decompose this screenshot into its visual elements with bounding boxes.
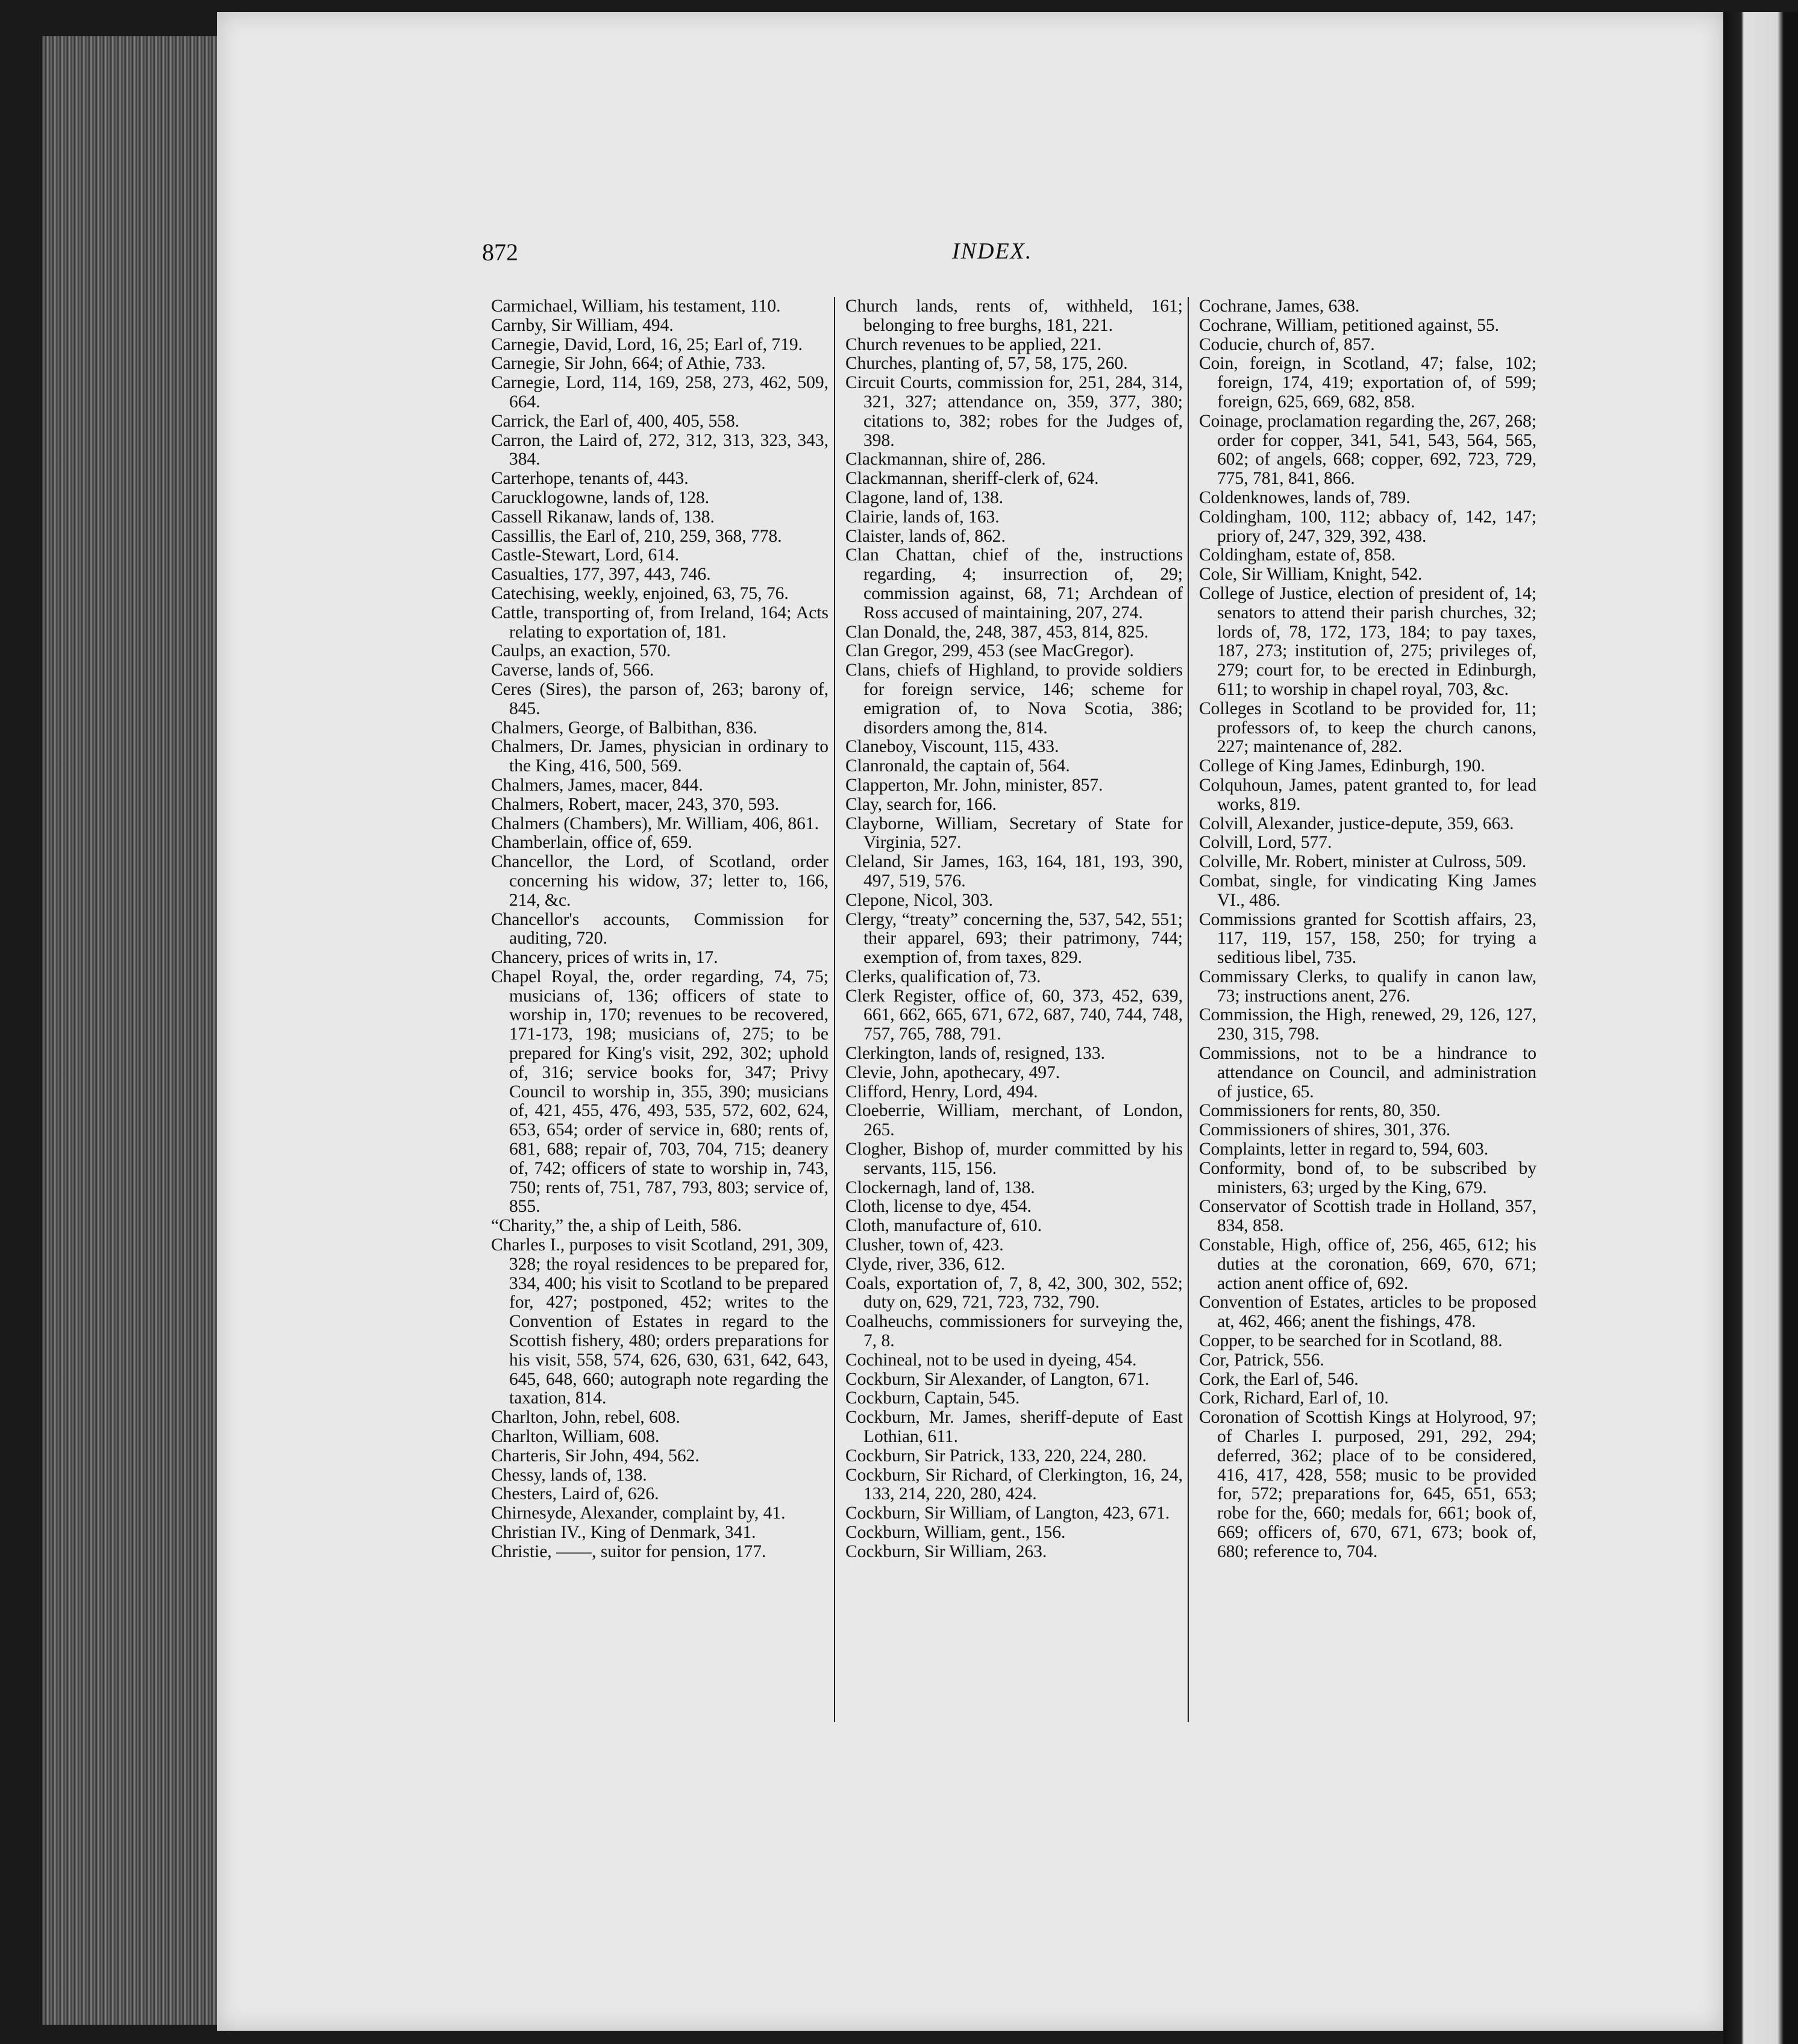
- index-entry: Cochrane, William, petitioned against, 55.: [1199, 315, 1500, 335]
- index-entry: Carnegie, Lord, 114, 169, 258, 273, 462, 509, 664.: [491, 373, 829, 412]
- index-entry: Chessy, lands of, 138.: [491, 1465, 647, 1485]
- index-entry: Cockburn, Sir Patrick, 133, 220, 224, 280.: [845, 1446, 1147, 1466]
- index-entry: Clans, chiefs of Highland, to provide soldiers for foreign service, 146; scheme for emigration of, to Nova Scotia, 386; disorders among the, 814.: [845, 660, 1183, 738]
- index-entry: Carron, the Laird of, 272, 312, 313, 323, 343, 384.: [491, 430, 829, 469]
- index-entry: Charles I., purposes to visit Scotland, 291, 309, 328; the royal residences to be prepared for, 334, 400; his visit to Scotland to be prepared for, 427; postponed, 452; writes to the Convention of Estates in regard to the Scottish fishery, 480; orders preparations for his visit, 558, 574, 626, 630, 631, 642, 643, 645, 648, 660; autograph note regarding the taxation, 814.: [491, 1235, 829, 1408]
- index-entry: Chancery, prices of writs in, 17.: [491, 948, 718, 968]
- index-column-3: [1199, 297, 1536, 1562]
- index-entry: Clockernagh, land of, 138.: [845, 1177, 1035, 1197]
- index-entry: Chalmers, George, of Balbithan, 836.: [491, 718, 757, 738]
- index-entry: Clan Gregor, 299, 453 (see MacGregor).: [845, 641, 1134, 661]
- index-entry: Constable, High, office of, 256, 465, 612; his duties at the coronation, 669, 670, 671; action anent office of, 692.: [1199, 1235, 1536, 1293]
- index-entry: Church revenues to be applied, 221.: [845, 334, 1102, 354]
- index-entry: Clan Donald, the, 248, 387, 453, 814, 825.: [845, 622, 1149, 642]
- index-entry: Carnegie, Sir John, 664; of Athie, 733.: [491, 354, 766, 374]
- index-entry: Conservator of Scottish trade in Holland, 357, 834, 858.: [1199, 1197, 1536, 1236]
- column-divider: [1188, 297, 1189, 1722]
- index-entry: Colquhoun, James, patent granted to, for lead works, 819.: [1199, 775, 1536, 814]
- index-entry: Cork, the Earl of, 546.: [1199, 1369, 1359, 1389]
- index-entry: Clay, search for, 166.: [845, 794, 997, 814]
- index-entry: Cochrane, James, 638.: [1199, 296, 1360, 316]
- index-entry: Caverse, lands of, 566.: [491, 660, 654, 680]
- page-number: 872: [482, 239, 518, 266]
- index-entry: Coin, foreign, in Scotland, 47; false, 102; foreign, 174, 419; exportation of, of 599; foreign, 625, 669, 682, 858.: [1199, 354, 1536, 412]
- index-entry: College of Justice, election of president of, 14; senators to attend their parish churches, 32; lords of, 78, 172, 173, 184; to pay taxes, 187, 273; institution of, 275; privileges of, 279; court for, to be erected in Edinburgh, 611; to worship in chapel royal, 703, &c.: [1199, 583, 1536, 699]
- index-entry: Church lands, rents of, withheld, 161; belonging to free burghs, 181, 221.: [845, 296, 1183, 335]
- running-title: INDEX.: [952, 239, 1033, 264]
- index-entry: Carnegie, David, Lord, 16, 25; Earl of, 719.: [491, 334, 803, 354]
- index-entry: Clan Chattan, chief of the, instructions regarding, 4; insurrection of, 29; commission against, 68, 71; Archdean of Ross accused of maintaining, 207, 274.: [845, 545, 1183, 622]
- index-entry: Cloth, license to dye, 454.: [845, 1197, 1032, 1217]
- index-entry: Colvill, Alexander, justice-depute, 359, 663.: [1199, 814, 1514, 833]
- index-entry: Cleland, Sir James, 163, 164, 181, 193, 390, 497, 519, 576.: [845, 852, 1183, 891]
- index-entry: Copper, to be searched for in Scotland, 88.: [1199, 1331, 1503, 1351]
- index-entry: Commissions granted for Scottish affairs, 23, 117, 119, 157, 158, 250; for trying a seditious libel, 735.: [1199, 909, 1536, 968]
- index-entry: Coldingham, estate of, 858.: [1199, 545, 1396, 565]
- index-entry: Chirnesyde, Alexander, complaint by, 41.: [491, 1503, 786, 1523]
- index-entry: Charteris, Sir John, 494, 562.: [491, 1446, 700, 1466]
- index-entry: Cockburn, Sir Richard, of Clerkington, 16, 24, 133, 214, 220, 280, 424.: [845, 1465, 1183, 1504]
- index-entry: Coinage, proclamation regarding the, 267, 268; order for copper, 341, 541, 543, 564, 565, 602; of angels, 668; copper, 692, 723, 729, 775, 781, 841, 866.: [1199, 411, 1536, 489]
- index-entry: Chalmers, Robert, macer, 243, 370, 593.: [491, 794, 780, 814]
- index-entry: Carterhope, tenants of, 443.: [491, 469, 689, 489]
- index-entry: Cockburn, William, gent., 156.: [845, 1523, 1066, 1542]
- index-entry: Christian IV., King of Denmark, 341.: [491, 1523, 756, 1542]
- index-entry: Coducie, church of, 857.: [1199, 334, 1375, 354]
- index-entry: Cochineal, not to be used in dyeing, 454.: [845, 1350, 1137, 1370]
- index-entry: Clackmannan, shire of, 286.: [845, 450, 1046, 469]
- index-entry: Carnby, Sir William, 494.: [491, 315, 674, 335]
- index-entry: Chancellor's accounts, Commission for auditing, 720.: [491, 909, 829, 948]
- index-entry: “Charity,” the, a ship of Leith, 586.: [491, 1216, 742, 1236]
- index-entry: Caulps, an exaction, 570.: [491, 641, 671, 661]
- facing-page-gutter: [1723, 12, 1798, 2044]
- index-column-2: [845, 297, 1183, 1562]
- index-entry: Claister, lands of, 862.: [845, 526, 1006, 546]
- index-entry: Churches, planting of, 57, 58, 175, 260.: [845, 354, 1128, 374]
- index-entry: Cockburn, Sir William, 263.: [845, 1541, 1047, 1561]
- index-entry: Cockburn, Captain, 545.: [845, 1388, 1020, 1408]
- index-entry: Charlton, William, 608.: [491, 1427, 660, 1447]
- index-entry: Cassell Rikanaw, lands of, 138.: [491, 507, 715, 527]
- index-entry: College of King James, Edinburgh, 190.: [1199, 756, 1485, 776]
- index-entry: Chalmers (Chambers), Mr. William, 406, 861.: [491, 814, 819, 833]
- index-entry: Combat, single, for vindicating King James VI., 486.: [1199, 871, 1536, 910]
- index-entry: Chancellor, the Lord, of Scotland, order concerning his widow, 37; letter to, 166, 214, &c.: [491, 852, 829, 910]
- index-entry: Clackmannan, sheriff-clerk of, 624.: [845, 469, 1099, 489]
- index-entry: Ceres (Sires), the parson of, 263; barony of, 845.: [491, 679, 829, 718]
- index-entry: Coronation of Scottish Kings at Holyrood, 97; of Charles I. purposed, 291, 292, 294; deferred, 362; place of to be considered, 416, 417, 428, 558; music to be provided for, 572; preparations for, 645, 651, 653; robe for the, 660; medals for, 661; book of, 669; officers of, 670, 671, 673; book of, 680; reference to, 704.: [1199, 1408, 1536, 1561]
- index-entry: Clusher, town of, 423.: [845, 1235, 1004, 1255]
- index-entry: Cor, Patrick, 556.: [1199, 1350, 1324, 1370]
- index-entry: Cloth, manufacture of, 610.: [845, 1216, 1042, 1236]
- index-entry: Commissioners of shires, 301, 376.: [1199, 1120, 1451, 1140]
- index-entry: Complaints, letter in regard to, 594, 603.: [1199, 1140, 1489, 1159]
- page-header: [482, 238, 1687, 274]
- index-entry: Commissions, not to be a hindrance to attendance on Council, and administration of justice, 65.: [1199, 1044, 1536, 1102]
- index-entry: Castle-Stewart, Lord, 614.: [491, 545, 680, 565]
- index-entry: Carucklogowne, lands of, 128.: [491, 487, 710, 507]
- index-entry: Claneboy, Viscount, 115, 433.: [845, 737, 1059, 757]
- index-entry: Coldingham, 100, 112; abbacy of, 142, 147; priory of, 247, 329, 392, 438.: [1199, 507, 1536, 546]
- index-entry: Coalheuchs, commissioners for surveying the, 7, 8.: [845, 1312, 1183, 1351]
- index-entry: Cork, Richard, Earl of, 10.: [1199, 1388, 1389, 1408]
- index-column-1: [491, 297, 829, 1562]
- index-entry: Clepone, Nicol, 303.: [845, 890, 993, 910]
- index-entry: Cockburn, Sir William, of Langton, 423, 671.: [845, 1503, 1170, 1523]
- index-entry: Cockburn, Sir Alexander, of Langton, 671.: [845, 1369, 1150, 1389]
- index-entry: Clerks, qualification of, 73.: [845, 967, 1041, 986]
- index-entry: Clifford, Henry, Lord, 494.: [845, 1082, 1038, 1102]
- index-entry: Cloeberrie, William, merchant, of London, 265.: [845, 1101, 1183, 1140]
- index-entry: Cattle, transporting of, from Ireland, 164; Acts relating to exportation of, 181.: [491, 603, 829, 642]
- index-entry: Clairie, lands of, 163.: [845, 507, 1000, 527]
- index-entry: Casualties, 177, 397, 443, 746.: [491, 565, 711, 585]
- index-entry: Clogher, Bishop of, murder committed by his servants, 115, 156.: [845, 1140, 1183, 1178]
- column-divider: [834, 297, 835, 1722]
- index-entry: Convention of Estates, articles to be proposed at, 462, 466; anent the fishings, 478.: [1199, 1293, 1536, 1332]
- index-entry: Coldenknowes, lands of, 789.: [1199, 487, 1411, 507]
- index-entry: Chamberlain, office of, 659.: [491, 833, 692, 853]
- index-entry: Commissary Clerks, to qualify in canon law, 73; instructions anent, 276.: [1199, 967, 1536, 1006]
- index-entry: Clerk Register, office of, 60, 373, 452, 639, 661, 662, 665, 671, 672, 687, 740, 744, 748, 757, 765, 788, 791.: [845, 986, 1183, 1044]
- index-entry: Clerkington, lands of, resigned, 133.: [845, 1044, 1105, 1064]
- index-entry: Colleges in Scotland to be provided for, 11; professors of, to keep the church canons, 227; maintenance of, 282.: [1199, 698, 1536, 757]
- index-entry: Clevie, John, apothecary, 497.: [845, 1062, 1060, 1082]
- index-entry: Catechising, weekly, enjoined, 63, 75, 76.: [491, 583, 789, 603]
- index-entry: Carrick, the Earl of, 400, 405, 558.: [491, 411, 740, 431]
- index-entry: Clayborne, William, Secretary of State for Virginia, 527.: [845, 814, 1183, 853]
- index-entry: Christie, ——, suitor for pension, 177.: [491, 1541, 766, 1561]
- index-entry: Circuit Courts, commission for, 251, 284, 314, 321, 327; attendance on, 359, 377, 380; citations to, 382; robes for the Judges of, 398.: [845, 373, 1183, 450]
- index-entry: Colvill, Lord, 577.: [1199, 833, 1332, 853]
- index-entry: Cockburn, Mr. James, sheriff-depute of East Lothian, 611.: [845, 1408, 1183, 1447]
- index-entry: Clagone, land of, 138.: [845, 487, 1004, 507]
- index-entry: Clapperton, Mr. John, minister, 857.: [845, 775, 1103, 795]
- index-entry: Commissioners for rents, 80, 350.: [1199, 1101, 1441, 1121]
- index-entry: Chalmers, James, macer, 844.: [491, 775, 703, 795]
- index-entry: Chapel Royal, the, order regarding, 74, 75; musicians of, 136; officers of state to worship in, 170; revenues to be recovered, 171-173, 198; musicians of, 275; to be prepared for King's visit, 292, 302; uphold of, 316; service books for, 347; Privy Council to worship in, 355, 390; musicians of, 421, 455, 476, 493, 535, 572, 602, 624, 653, 654; order of service in, 680; rents of, 681, 688; repair of, 703, 704, 715; deanery of, 742; officers of state to worship in, 743, 750; rents of, 751, 787, 793, 803; service of, 855.: [491, 967, 829, 1217]
- index-entry: Clanronald, the captain of, 564.: [845, 756, 1070, 776]
- index-entry: Carmichael, William, his testament, 110.: [491, 296, 781, 316]
- index-entry: Colville, Mr. Robert, minister at Culross, 509.: [1199, 852, 1527, 872]
- index-entry: Conformity, bond of, to be subscribed by ministers, 63; urged by the King, 679.: [1199, 1158, 1536, 1197]
- index-entry: Chesters, Laird of, 626.: [491, 1484, 659, 1504]
- index-entry: Coals, exportation of, 7, 8, 42, 300, 302, 552; duty on, 629, 721, 723, 732, 790.: [845, 1273, 1183, 1312]
- index-entry: Chalmers, Dr. James, physician in ordinary to the King, 416, 500, 569.: [491, 737, 829, 776]
- index-entry: Clergy, “treaty” concerning the, 537, 542, 551; their apparel, 693; their patrimony, 744; exemption of, from taxes, 829.: [845, 909, 1183, 968]
- index-entry: Commission, the High, renewed, 29, 126, 127, 230, 315, 798.: [1199, 1005, 1536, 1044]
- book-page-edges: [42, 36, 223, 2025]
- index-entry: Clyde, river, 336, 612.: [845, 1254, 1006, 1274]
- index-entry: Cole, Sir William, Knight, 542.: [1199, 565, 1423, 585]
- index-entry: Charlton, John, rebel, 608.: [491, 1408, 680, 1428]
- index-entry: Cassillis, the Earl of, 210, 259, 368, 778.: [491, 526, 782, 546]
